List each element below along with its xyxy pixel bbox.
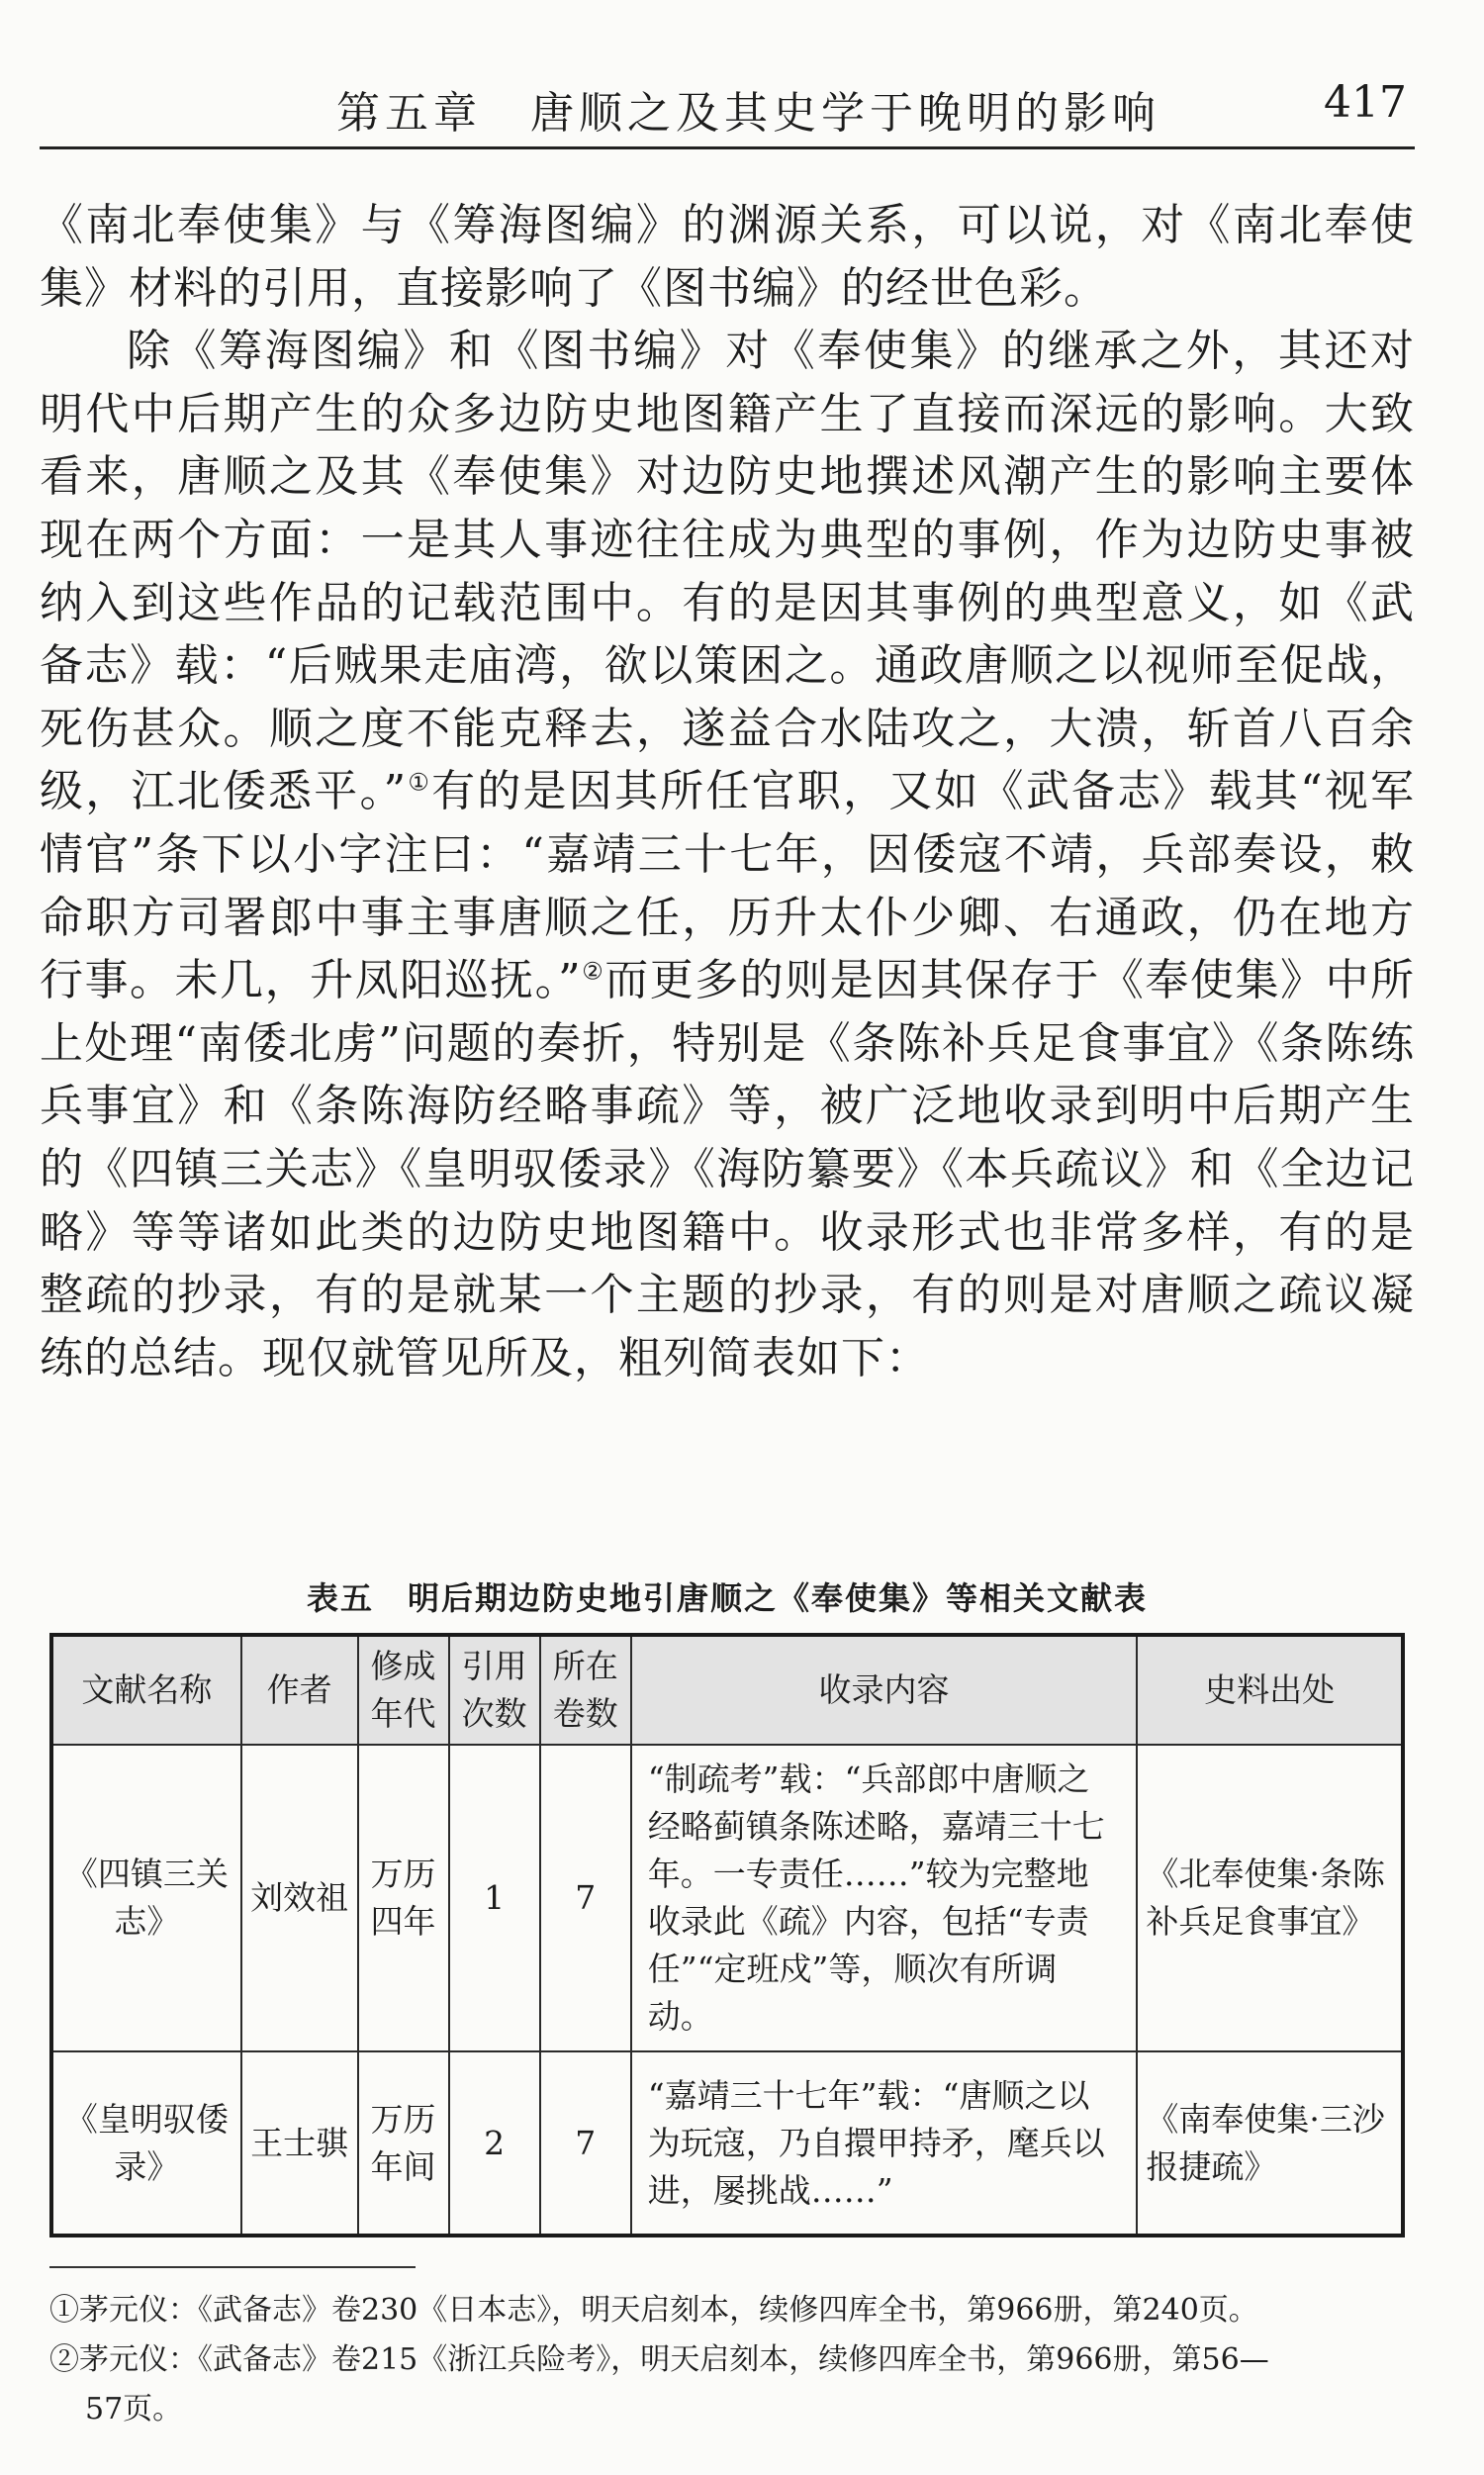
page-number: 417	[1324, 77, 1407, 128]
cell-title: 《四镇三关志》	[51, 1745, 241, 2051]
book-page	[40, 0, 1415, 2475]
footnote-ref-2[interactable]: ②	[581, 957, 605, 986]
col-header-title: 文献名称	[51, 1635, 241, 1745]
cell-source: 《北奉使集·条陈补兵足食事宜》	[1137, 1745, 1403, 2051]
footnote-2: ②茅元仪：《武备志》卷215《浙江兵险考》，明天启刻本，续修四库全书，第966册，第56—	[49, 2342, 1269, 2377]
col-header-count: 引用次数	[449, 1635, 540, 1745]
col-header-volume: 所在卷数	[540, 1635, 631, 1745]
paragraph-1: 《南北奉使集》与《筹海图编》的渊源关系，可以说，对《南北奉使集》材料的引用，直接影响了《图书编》的经世色彩。	[40, 200, 1415, 314]
cell-content: “制疏考”载：“兵部郎中唐顺之经略蓟镇条陈述略，嘉靖三十七年。一专责任……”较为完整地收录此《疏》内容，包括“专责任”“定班戍”等，顺次有所调动。	[631, 1745, 1138, 2051]
reference-table	[49, 1633, 1405, 2237]
table-row	[51, 2051, 1403, 2236]
cell-year: 万历年间	[358, 2051, 449, 2236]
col-header-year: 修成年代	[358, 1635, 449, 1745]
cell-title: 《皇明驭倭录》	[51, 2051, 241, 2236]
footnote-1: ①茅元仪：《武备志》卷230《日本志》，明天启刻本，续修四库全书，第966册，第240页。	[49, 2293, 1258, 2328]
cell-content: “嘉靖三十七年”载：“唐顺之以为玩寇，乃自擐甲持矛，麾兵以进，屡挑战……”	[631, 2051, 1138, 2236]
cell-volume: 7	[540, 2051, 631, 2236]
cell-author: 刘效祖	[241, 1745, 358, 2051]
header-rule	[40, 146, 1415, 149]
table-row	[51, 1745, 1403, 2051]
cell-year: 万历四年	[358, 1745, 449, 2051]
chapter-title: 第五章 唐顺之及其史学于晚明的影响	[336, 88, 1160, 139]
cell-count: 1	[449, 1745, 540, 2051]
footnote-rule	[49, 2266, 416, 2268]
paragraph-2-text-c: 而更多的则是因其保存于《奉使集》中所上处理“南倭北虏”问题的奏折，特别是《条陈补兵足食事宜》《条陈练兵事宜》和《条陈海防经略事疏》等，被广泛地收录到明中后期产生的《四镇三关志》《皇明驭倭录》《海防纂要》《本兵疏议》和《全边记略》等等诸如此类的边防史地图籍中。收录形式也非常多样，有的是整疏的抄录，有的是就某一个主题的抄录，有的则是对唐顺之疏议凝练的总结。现仅就管见所及，粗列简表如下：	[40, 955, 1415, 1383]
paragraph-2	[40, 320, 1415, 1389]
footnote-ref-1[interactable]: ①	[407, 768, 432, 797]
paragraph-2-text-b: 有的是因其所任官职，又如《武备志》载其“视军情官”条下以小字注曰：“嘉靖三十七年，因倭寇不靖，兵部奏设，敕命职方司署郎中事主事唐顺之任，历升太仆少卿、右通政，仍在地方行事。未几，升凤阳巡抚。”	[40, 766, 1415, 1006]
footnotes	[49, 2286, 1415, 2434]
running-header	[40, 57, 1415, 146]
footnote-2-continuation: 57页。	[85, 2392, 183, 2427]
cell-volume: 7	[540, 1745, 631, 2051]
body-text	[40, 194, 1415, 1389]
cell-author: 王士骐	[241, 2051, 358, 2236]
col-header-source: 史料出处	[1137, 1635, 1403, 1745]
cell-count: 2	[449, 2051, 540, 2236]
table-header-row	[51, 1635, 1403, 1745]
col-header-author: 作者	[241, 1635, 358, 1745]
col-header-content: 收录内容	[631, 1635, 1138, 1745]
cell-source: 《南奉使集·三沙报捷疏》	[1137, 2051, 1403, 2236]
table-caption: 表五 明后期边防史地引唐顺之《奉使集》等相关文献表	[306, 1579, 1148, 1617]
paragraph-2-text-a: 除《筹海图编》和《图书编》对《奉使集》的继承之外，其还对明代中后期产生的众多边防史地图籍产生了直接而深远的影响。大致看来，唐顺之及其《奉使集》对边防史地撰述风潮产生的影响主要体现在两个方面：一是其人事迹往往成为典型的事例，作为边防史事被纳入到这些作品的记载范围中。有的是因其事例的典型意义，如《武备志》载：“后贼果走庙湾，欲以策困之。通政唐顺之以视师至促战，死伤甚众。顺之度不能克释去，遂益合水陆攻之，大溃，斩首八百余级，江北倭悉平。”	[40, 326, 1415, 817]
